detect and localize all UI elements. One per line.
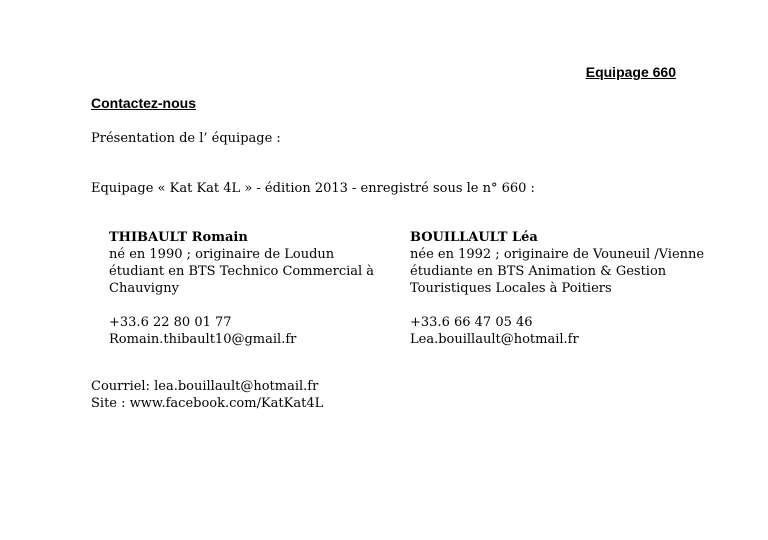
member-phone: +33.6 22 80 01 77: [109, 315, 232, 330]
member-detail-line: Chauvigny: [109, 281, 179, 296]
crew-description: Equipage « Kat Kat 4L » - édition 2013 - enregistré sous le n° 660 :: [91, 181, 535, 196]
member-email[interactable]: Romain.thibault10@gmail.fr: [109, 332, 297, 347]
member-name: THIBAULT Romain: [109, 230, 248, 245]
member-email[interactable]: Lea.bouillault@hotmail.fr: [410, 332, 579, 347]
courriel-line: [91, 378, 323, 395]
member-detail-line: étudiante en BTS Animation & Gestion: [410, 264, 667, 279]
member-card-bouillault: [410, 229, 730, 348]
site-label: Site :: [91, 396, 130, 411]
footer-contact: [91, 378, 323, 412]
presentation-text: Présentation de l’ équipage :: [91, 131, 281, 146]
site-line: [91, 395, 323, 412]
member-detail-line: née en 1992 ; originaire de Vouneuil /Vienne: [410, 247, 705, 262]
member-card-thibault: [109, 229, 409, 348]
contact-heading: Contactez-nous: [91, 95, 196, 111]
courriel-label: Courriel:: [91, 379, 155, 394]
member-detail-line: étudiant en BTS Technico Commercial à: [109, 264, 375, 279]
member-detail-line: né en 1990 ; originaire de Loudun: [109, 247, 335, 262]
member-detail-line: Touristiques Locales à Poitiers: [410, 281, 612, 296]
site-link[interactable]: www.facebook.com/KatKat4L: [129, 396, 324, 411]
member-contact-block: [410, 314, 730, 348]
courriel-email-link[interactable]: lea.bouillault@hotmail.fr: [154, 379, 319, 394]
member-name: BOUILLAULT Léa: [410, 230, 538, 245]
member-phone: +33.6 66 47 05 46: [410, 315, 533, 330]
crew-number-heading: Equipage 660: [585, 64, 676, 80]
member-contact-block: [109, 314, 409, 348]
